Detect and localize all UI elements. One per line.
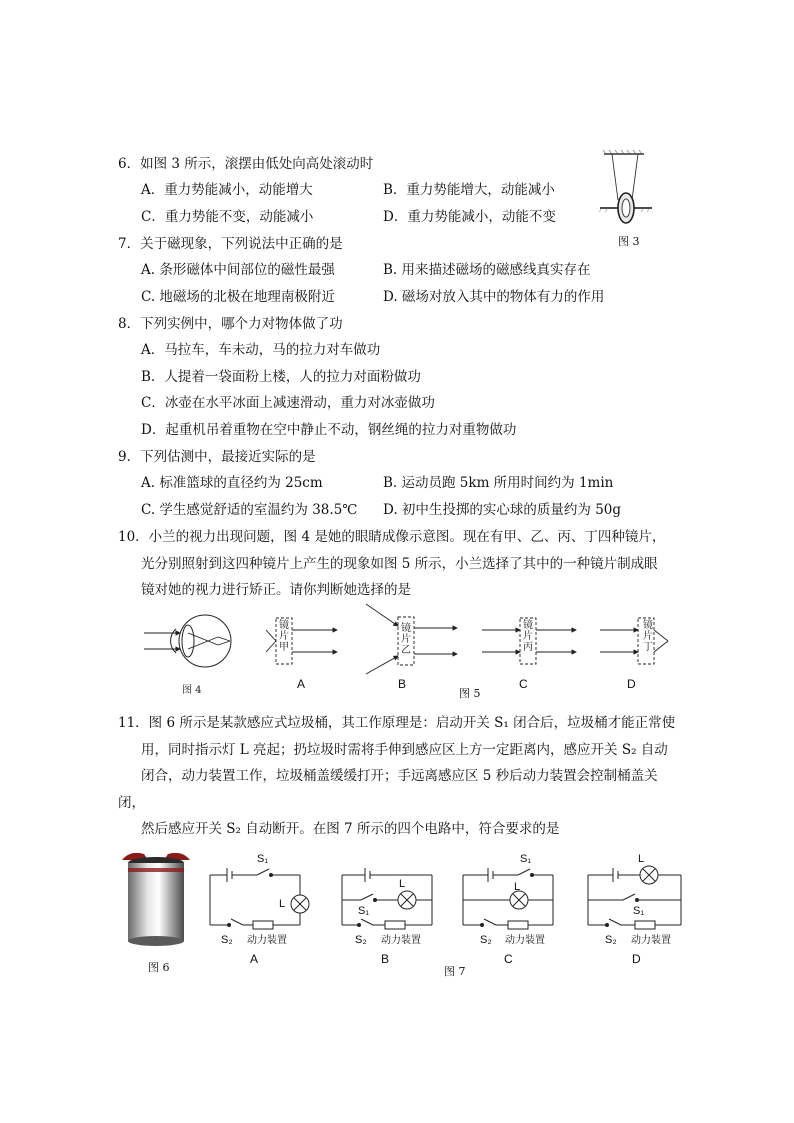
- q8-stem: 8．下列实例中，哪个力对物体做了功: [118, 316, 343, 332]
- circuit-a-device: 动力装置: [247, 935, 287, 946]
- fig5-option-c: C: [519, 677, 528, 691]
- circuit-b-l: L: [399, 878, 406, 890]
- figure-4-eye-diagram: [140, 615, 250, 695]
- q9-option-a: A. 标准篮球的直径约为 25cm: [141, 475, 323, 491]
- q9-option-c: C. 学生感觉舒适的室温约为 38.5℃: [141, 502, 358, 518]
- q9-option-b: B. 运动员跑 5km 所用时间约为 1min: [383, 475, 614, 491]
- circuit-a-l: L: [279, 898, 286, 910]
- figure-6-trash-can: [118, 850, 194, 950]
- circuit-d-l: L: [638, 853, 645, 865]
- figure-6-caption: 图 6: [148, 961, 170, 974]
- q11-line-5: 然后感应开关 S₂ 自动断开。在图 7 所示的四个电路中，符合要求的是: [141, 821, 560, 837]
- q6-option-b: B．重力势能增大，动能减小: [383, 182, 555, 198]
- fig5-option-b: B: [398, 677, 407, 691]
- q11-line-4: 闭，: [118, 795, 145, 811]
- figure-7-caption: 图 7: [444, 965, 466, 978]
- figure-5-caption: 图 5: [459, 687, 481, 700]
- circuit-b-s2: S₂: [355, 934, 367, 946]
- fig7-option-a: A: [250, 952, 259, 966]
- figure-5-lens-a: [262, 610, 342, 670]
- circuit-c-device: 动力装置: [505, 935, 545, 946]
- q10-line-1: 10．小兰的视力出现问题，图 4 是她的眼睛成像示意图。现在有甲、乙、丙、丁四种镜片，: [118, 529, 666, 545]
- fig7-option-d: D: [632, 952, 641, 966]
- fig5-option-a: A: [297, 677, 306, 691]
- q7-option-c: C. 地磁场的北极在地理南极附近: [141, 289, 335, 305]
- circuit-d-s1: S₁: [633, 905, 645, 917]
- circuit-d-s2: S₂: [605, 934, 617, 946]
- figure-5-lens-d: [598, 610, 678, 670]
- q9-option-d: D. 初中生投掷的实心球的质量约为 50g: [383, 502, 622, 518]
- circuit-c-s2: S₂: [480, 934, 492, 946]
- q7-option-b: B. 用来描述磁场的磁感线真实存在: [383, 262, 591, 278]
- q6-option-d: D．重力势能减小，动能不变: [383, 209, 556, 225]
- q6-option-a: A．重力势能减小，动能增大: [141, 182, 313, 198]
- fig5-option-d: D: [627, 677, 636, 691]
- q10-line-2: 光分别照射到这四种镜片上产生的现象如图 5 所示，小兰选择了其中的一种镜片制成眼: [141, 556, 658, 572]
- q8-option-b: B．人提着一袋面粉上楼，人的拉力对面粉做功: [141, 369, 421, 385]
- figure-3-caption: 图 3: [618, 235, 640, 248]
- lens-d-label: 镜片丁: [643, 620, 653, 653]
- circuit-c-s1: S₁: [520, 853, 532, 865]
- q8-option-c: C．冰壶在水平冰面上减速滑动，重力对冰壶做功: [141, 395, 435, 411]
- q10-line-3: 镜对她的视力进行矫正。请你判断她选择的是: [141, 582, 411, 598]
- lens-b-label: 镜片乙: [401, 623, 411, 656]
- q7-stem: 7．关于磁现象，下列说法中正确的是: [118, 236, 343, 252]
- circuit-d-device: 动力装置: [631, 935, 671, 946]
- q7-option-d: D. 磁场对放入其中的物体有力的作用: [383, 289, 605, 305]
- q9-stem: 9．下列估测中，最接近实际的是: [118, 449, 316, 465]
- figure-4-caption: 图 4: [182, 685, 202, 696]
- q11-line-3: 闭合，动力装置工作，垃圾桶盖缓缓打开；手远离感应区 5 秒后动力装置会控制桶盖关: [141, 768, 658, 784]
- q8-option-a: A．马拉车，车未动，马的拉力对车做功: [141, 342, 381, 358]
- q6-stem: 6．如图 3 所示，滚摆由低处向高处滚动时: [118, 156, 374, 172]
- figure-3-rolling-pendulum: [596, 150, 656, 232]
- circuit-b-device: 动力装置: [381, 935, 421, 946]
- q11-line-2: 用，同时指示灯 L 亮起；扔垃圾时需将手伸到感应区上方一定距离内，感应开关 S₂ 自动: [141, 742, 668, 758]
- circuit-a-s2: S₂: [221, 934, 233, 946]
- q6-option-c: C．重力势能不变，动能减小: [141, 209, 314, 225]
- circuit-a-s1: S₁: [257, 853, 269, 865]
- lens-a-label: 镜片甲: [279, 620, 289, 653]
- q8-option-d: D．起重机吊着重物在空中静止不动，钢丝绳的拉力对重物做功: [141, 422, 517, 438]
- fig7-option-b: B: [381, 952, 390, 966]
- q7-option-a: A. 条形磁体中间部位的磁性最强: [141, 262, 335, 278]
- circuit-b-s1: S₁: [358, 905, 370, 917]
- fig7-option-c: C: [504, 952, 513, 966]
- lens-c-label: 镜片丙: [523, 620, 533, 653]
- q11-line-1: 11．图 6 所示是某款感应式垃圾桶，其工作原理是：启动开关 S₁ 闭合后，垃圾桶才能正常使: [118, 715, 676, 731]
- circuit-c-l: L: [514, 881, 521, 893]
